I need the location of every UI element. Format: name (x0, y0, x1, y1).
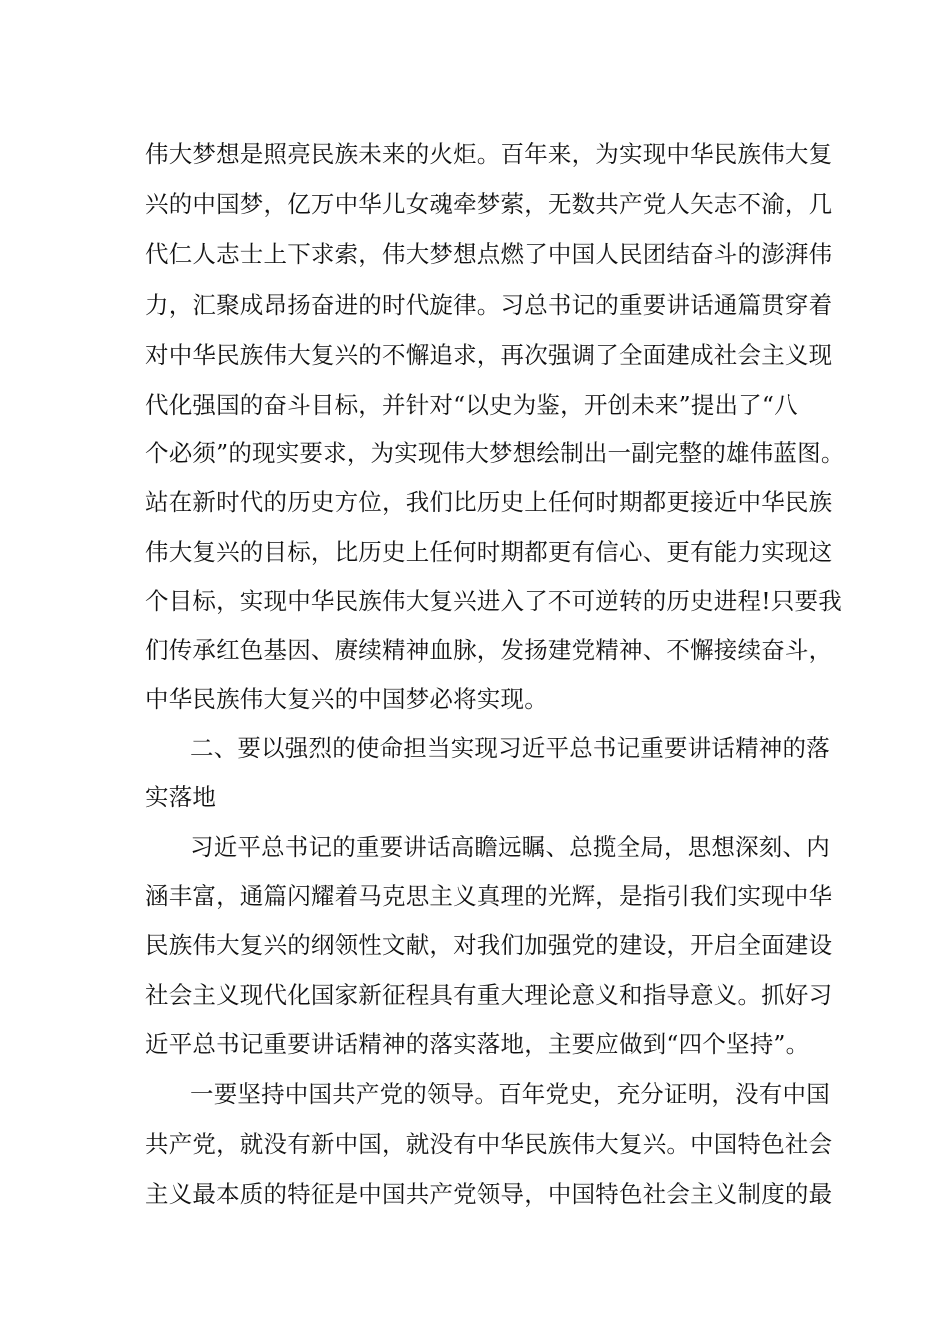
text-line: 站在新时代的历史方位，我们比历史上任何时期都更接近中华民族 (145, 488, 833, 516)
section-heading-continued: 实落地 (145, 783, 217, 811)
text-line: 近平总书记重要讲话精神的落实落地，主要应做到“四个坚持”。 (145, 1030, 810, 1058)
text-line: 们传承红色基因、赓续精神血脉，发扬建党精神、不懈接续奋斗， (145, 636, 833, 664)
text-line: 一要坚持中国共产党的领导。百年党史，充分证明，没有中国 (190, 1080, 830, 1108)
text-line: 社会主义现代化国家新征程具有重大理论意义和指导意义。抓好习 (145, 981, 833, 1009)
text-line: 中华民族伟大复兴的中国梦必将实现。 (145, 685, 548, 713)
text-line: 代仁人志士上下求索，伟大梦想点燃了中国人民团结奋斗的澎湃伟 (145, 240, 833, 268)
text-line: 力，汇聚成昂扬奋进的时代旋律。习总书记的重要讲话通篇贯穿着 (145, 291, 833, 319)
text-line: 共产党，就没有新中国，就没有中华民族伟大复兴。中国特色社会 (145, 1130, 833, 1158)
section-heading: 二、要以强烈的使命担当实现习近平总书记重要讲话精神的落 (190, 734, 830, 762)
text-line: 个目标，实现中华民族伟大复兴进入了不可逆转的历史进程!只要我 (145, 587, 842, 615)
text-line: 习近平总书记的重要讲话高瞻远瞩、总揽全局，思想深刻、内 (190, 833, 830, 861)
text-line: 兴的中国梦，亿万中华儿女魂牵梦萦，无数共产党人矢志不渝，几 (145, 190, 833, 218)
text-line: 伟大梦想是照亮民族未来的火炬。百年来，为实现中华民族伟大复 (145, 140, 833, 168)
text-line: 伟大复兴的目标，比历史上任何时期都更有信心、更有能力实现这 (145, 538, 833, 566)
text-line: 代化强国的奋斗目标，并针对“以史为鉴，开创未来”提出了“八 (145, 391, 798, 419)
text-line: 对中华民族伟大复兴的不懈追求，再次强调了全面建成社会主义现 (145, 341, 833, 369)
text-line: 个必须”的现实要求，为实现伟大梦想绘制出一副完整的雄伟蓝图。 (145, 439, 845, 467)
text-line: 民族伟大复兴的纲领性文献，对我们加强党的建设，开启全面建设 (145, 931, 833, 959)
text-line: 涵丰富，通篇闪耀着马克思主义真理的光辉，是指引我们实现中华 (145, 882, 833, 910)
text-line: 主义最本质的特征是中国共产党领导，中国特色社会主义制度的最 (145, 1180, 833, 1208)
